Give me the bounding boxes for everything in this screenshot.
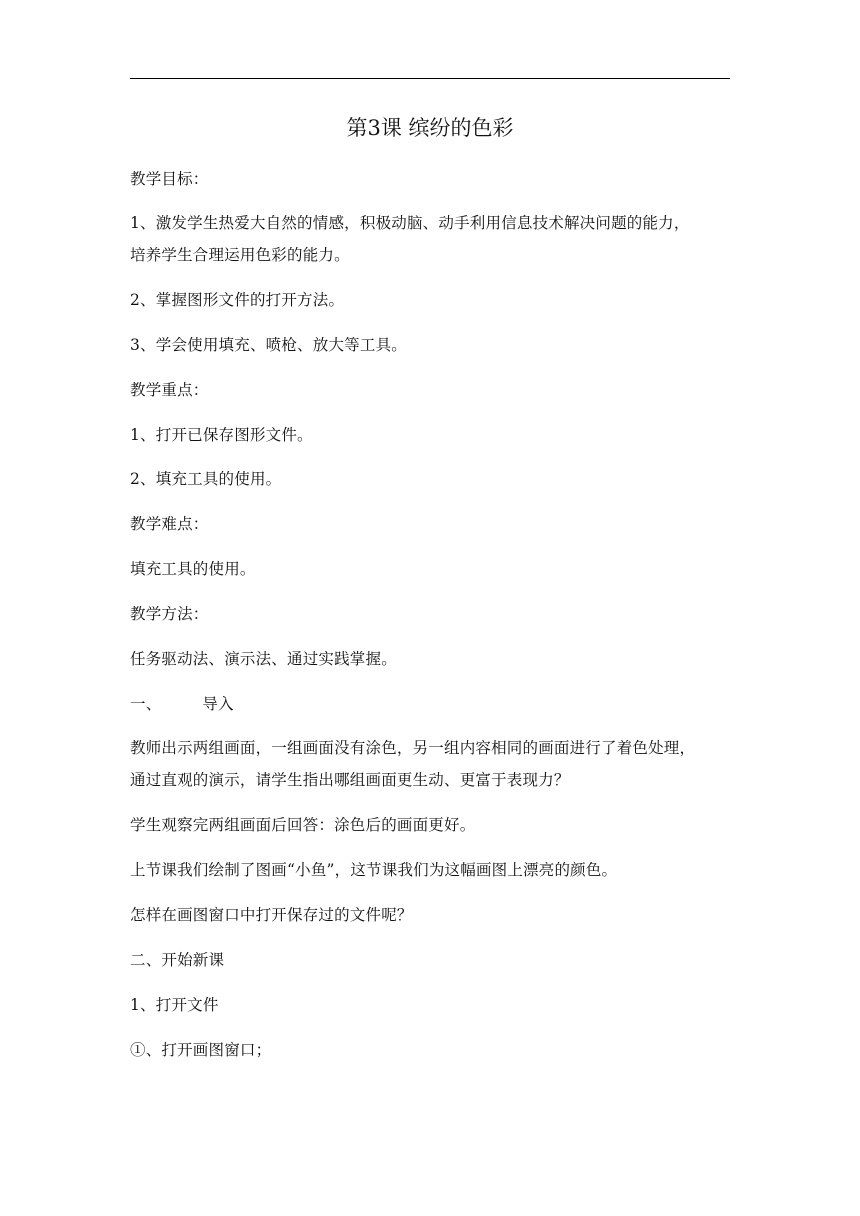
- intro-line-1: 教师出示两组画面，一组画面没有涂色，另一组内容相同的画面进行了着色处理，: [130, 739, 696, 757]
- intro-line-4: 上节课我们绘制了图画“小鱼”，这节课我们为这幅画图上漂亮的颜色。: [130, 861, 618, 879]
- intro-line-5: 怎样在画图窗口中打开保存过的文件呢？: [130, 906, 413, 924]
- goal-1-line-2: 培养学生合理运用色彩的能力。: [130, 246, 350, 264]
- intro-line-3: 学生观察完两组画面后回答：涂色后的画面更好。: [130, 816, 476, 834]
- goal-3: 3、学会使用填充、喷枪、放大等工具。: [130, 336, 407, 354]
- step-1-substep: ①、打开画图窗口；: [130, 1041, 272, 1059]
- goal-1-line-1: 1、激发学生热爱大自然的情感，积极动脑、动手利用信息技术解决问题的能力，: [130, 214, 690, 232]
- intro-line-2: 通过直观的演示，请学生指出哪组画面更生动、更富于表现力？: [130, 771, 570, 789]
- key-point-1: 1、打开已保存图形文件。: [130, 426, 313, 444]
- section-two-heading: 二、开始新课: [130, 951, 225, 969]
- section-one-label: 导入: [202, 695, 234, 713]
- section-one-number: 一、: [130, 695, 162, 713]
- header-rule: [130, 78, 730, 79]
- goal-2: 2、掌握图形文件的打开方法。: [130, 291, 345, 309]
- heading-methods: 教学方法：: [130, 605, 209, 623]
- heading-difficulties: 教学难点：: [130, 515, 209, 533]
- section-one-heading: [130, 693, 234, 715]
- heading-teaching-goals: 教学目标：: [130, 170, 209, 188]
- heading-key-points: 教学重点：: [130, 381, 209, 399]
- page-title: 第3课 缤纷的色彩: [346, 116, 514, 140]
- step-1-heading: 1、打开文件: [130, 996, 219, 1014]
- methods-text: 任务驱动法、演示法、通过实践掌握。: [130, 650, 397, 668]
- key-point-2: 2、填充工具的使用。: [130, 470, 282, 488]
- difficulty-1: 填充工具的使用。: [130, 560, 256, 578]
